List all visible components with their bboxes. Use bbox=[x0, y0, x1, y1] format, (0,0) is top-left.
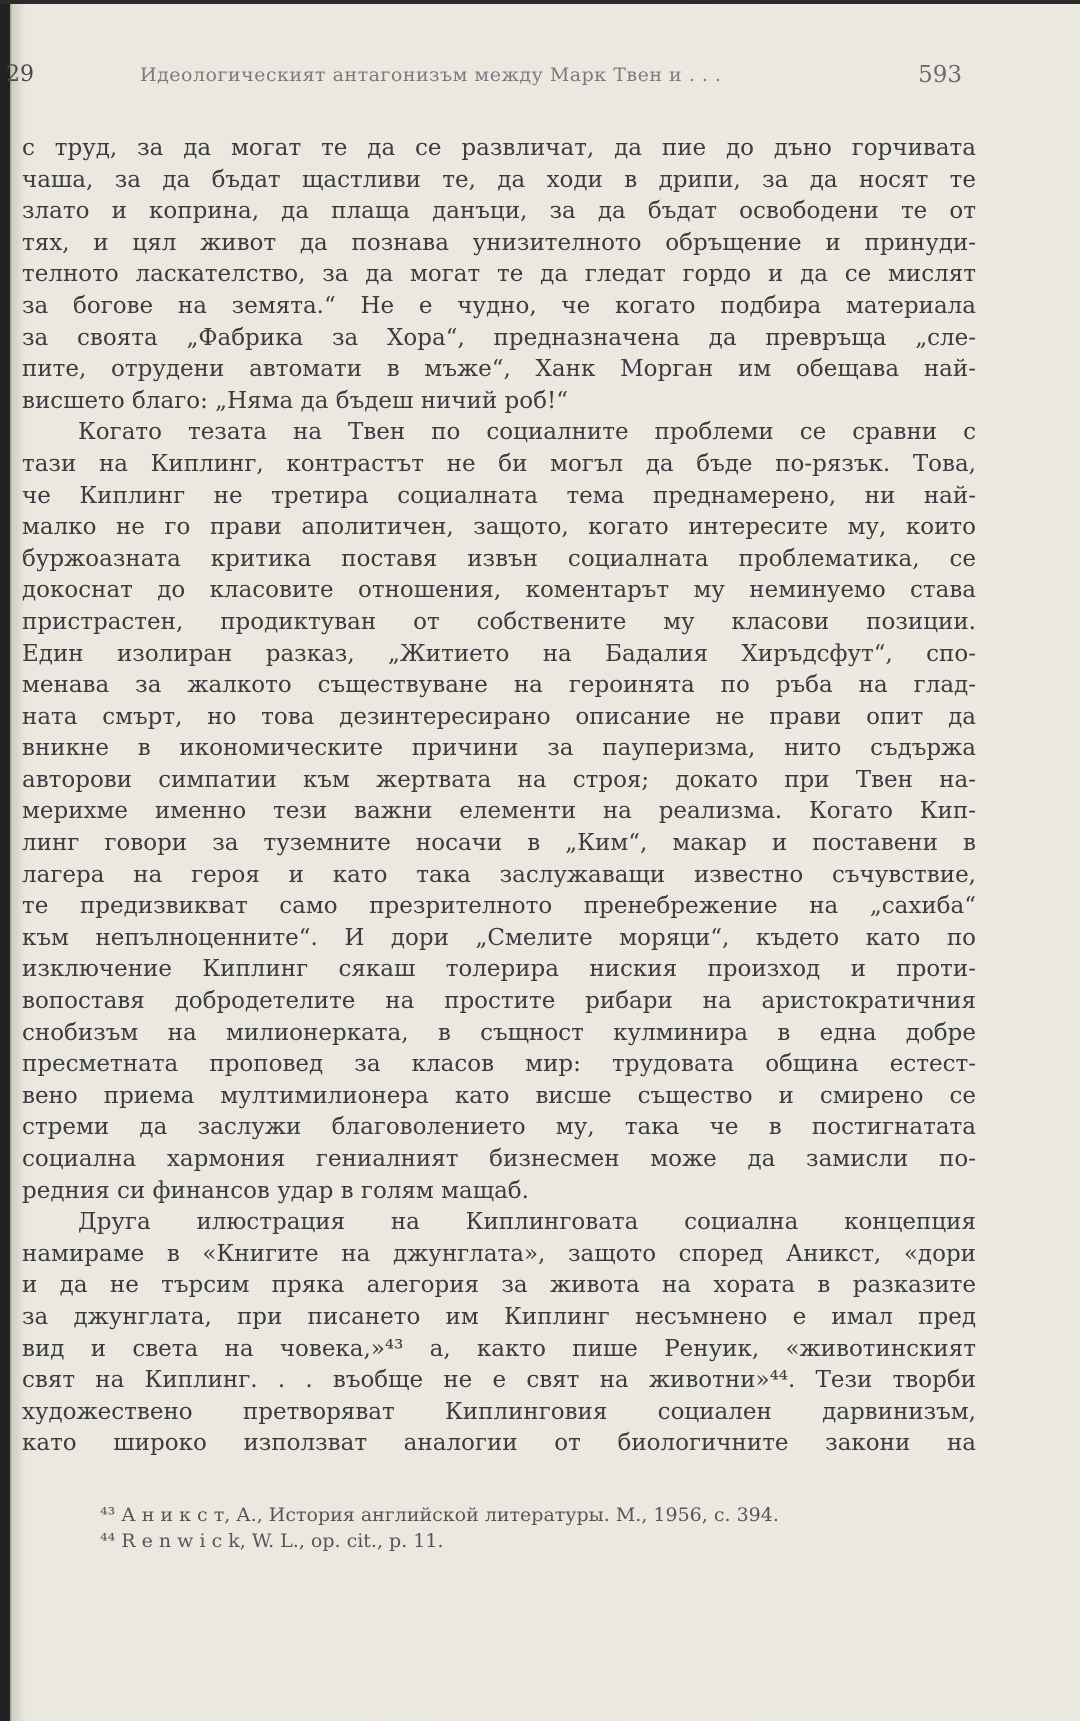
text-line: вопоставя добродетелите на простите рибари на аристократичния bbox=[22, 988, 976, 1015]
text-line: изключение Киплинг сякаш толерира ниския произход и проти- bbox=[22, 956, 976, 983]
text-line: пите, отрудени автомати в мъже“, Ханк Морган им обещава най- bbox=[22, 356, 976, 383]
text-line: за джунглата, при писането им Киплинг несъмнено е имал пред bbox=[22, 1303, 976, 1330]
text-line: Един изолиран разказ, „Житието на Бадалия Хиръдсфут“, спо- bbox=[22, 640, 976, 667]
text-line: художествено претворяват Киплинговия социален дарвинизъм, bbox=[22, 1398, 976, 1425]
text-line: за своята „Фабрика за Хора“, предназначена да превръща „сле- bbox=[22, 324, 976, 351]
text-line: буржоазната критика поставя извън социалната проблематика, се bbox=[22, 545, 976, 572]
text-line: тях, и цял живот да познава унизителното обръщение и принуди- bbox=[22, 229, 976, 256]
text-line: с труд, за да могат те да се развличат, да пие до дъно горчивата bbox=[22, 135, 976, 161]
text-line: към непълноценните“. И дори „Смелите моряци“, където като по bbox=[22, 924, 976, 951]
top-edge-rule bbox=[0, 0, 1080, 4]
text-line: тази на Киплинг, контрастът не би могъл да бъде по-рязък. Това, bbox=[22, 450, 976, 477]
text-line: линг говори за туземните носачи в „Ким“, макар и поставени в bbox=[22, 830, 976, 857]
text-line: те предизвикват само презрителното пренебрежение на „сахиба“ bbox=[22, 893, 976, 920]
text-line: стреми да заслужи благоволението му, така че в постигнатата bbox=[22, 1114, 976, 1141]
text-line: пресметната проповед за класов мир: трудовата община естест- bbox=[22, 1051, 976, 1078]
body-text bbox=[22, 133, 976, 1460]
text-line: вид и света на човека,»⁴³ а, както пише Ренуик, «животинският bbox=[22, 1335, 976, 1362]
text-line: снобизъм на милионерката, в същност кулминира в една добре bbox=[22, 1019, 976, 1046]
text-line: чаша, за да бъдат щастливи те, да ходи в дрипи, за да носят те bbox=[22, 166, 976, 193]
page-number: 593 bbox=[918, 62, 962, 88]
text-line: докоснат до класовите отношения, коментарът му неминуемо става bbox=[22, 577, 976, 604]
text-line: авторови симпатии към жертвата на строя; докато при Твен на- bbox=[22, 766, 976, 793]
text-line: ната смърт, но това дезинтересирано описание не прави опит да bbox=[22, 703, 976, 730]
text-line: телното ласкателство, за да могат те да гледат гордо и да се мислят bbox=[22, 261, 976, 288]
text-line: лагера на героя и като така заслужаващи известно съчувствие, bbox=[22, 861, 976, 888]
text-line: намираме в «Книгите на джунглата», защото според Аникст, «дори bbox=[22, 1240, 976, 1267]
footnote-44: ⁴⁴ R e n w i c k, W. L., op. cit., p. 11. bbox=[100, 1530, 444, 1552]
text-line: мерихме именно тези важни елементи на реализма. Когато Кип- bbox=[22, 798, 976, 825]
left-page-number: 29 bbox=[6, 62, 34, 87]
text-line: редния си финансов удар в голям мащаб. bbox=[22, 1177, 529, 1204]
text-line: пристрастен, продиктуван от собствените му класови позиции. bbox=[22, 608, 976, 635]
text-line: злато и коприна, да плаща данъци, за да бъдат освободени те от bbox=[22, 198, 976, 225]
book-spine-edge bbox=[0, 0, 10, 1721]
text-line: социална хармония гениалният бизнесмен може да замисли по- bbox=[22, 1146, 976, 1172]
text-line: менава за жалкото съществуване на героинята по ръба на глад- bbox=[22, 672, 976, 699]
text-line: за богове на земята.“ Не е чудно, че когато подбира материала bbox=[22, 292, 976, 319]
text-line: като широко използват аналогии от биологичните закони на bbox=[22, 1430, 976, 1457]
footnotes bbox=[100, 1502, 1000, 1554]
running-head bbox=[0, 62, 1080, 92]
running-head-title: Идеологическият антагонизъм между Марк Твен и . . . bbox=[140, 64, 722, 86]
text-line: свят на Киплинг. . . въобще не е свят на животни»⁴⁴. Тези творби bbox=[22, 1367, 976, 1394]
text-line: висшето благо: „Няма да бъдеш ничий роб!“ bbox=[22, 387, 568, 414]
text-line: и да не търсим пряка алегория за живота на хората в разказите bbox=[22, 1272, 976, 1299]
text-line: малко не го прави аполитичен, защото, когато интересите му, които bbox=[22, 514, 976, 541]
text-line: че Киплинг не третира социалната тема преднамерено, ни най- bbox=[22, 482, 976, 509]
footnote-43: ⁴³ А н и к с т, А., История английской литературы. М., 1956, с. 394. bbox=[100, 1504, 779, 1526]
text-line: Когато тезата на Твен по социалните проблеми се сравни с bbox=[78, 419, 976, 446]
text-line: вникне в икономическите причини за пауперизма, нито съдържа bbox=[22, 735, 976, 762]
text-line: Друга илюстрация на Киплинговата социална концепция bbox=[78, 1209, 976, 1236]
text-line: вено приема мултимилионера като висше същество и смирено се bbox=[22, 1082, 976, 1109]
